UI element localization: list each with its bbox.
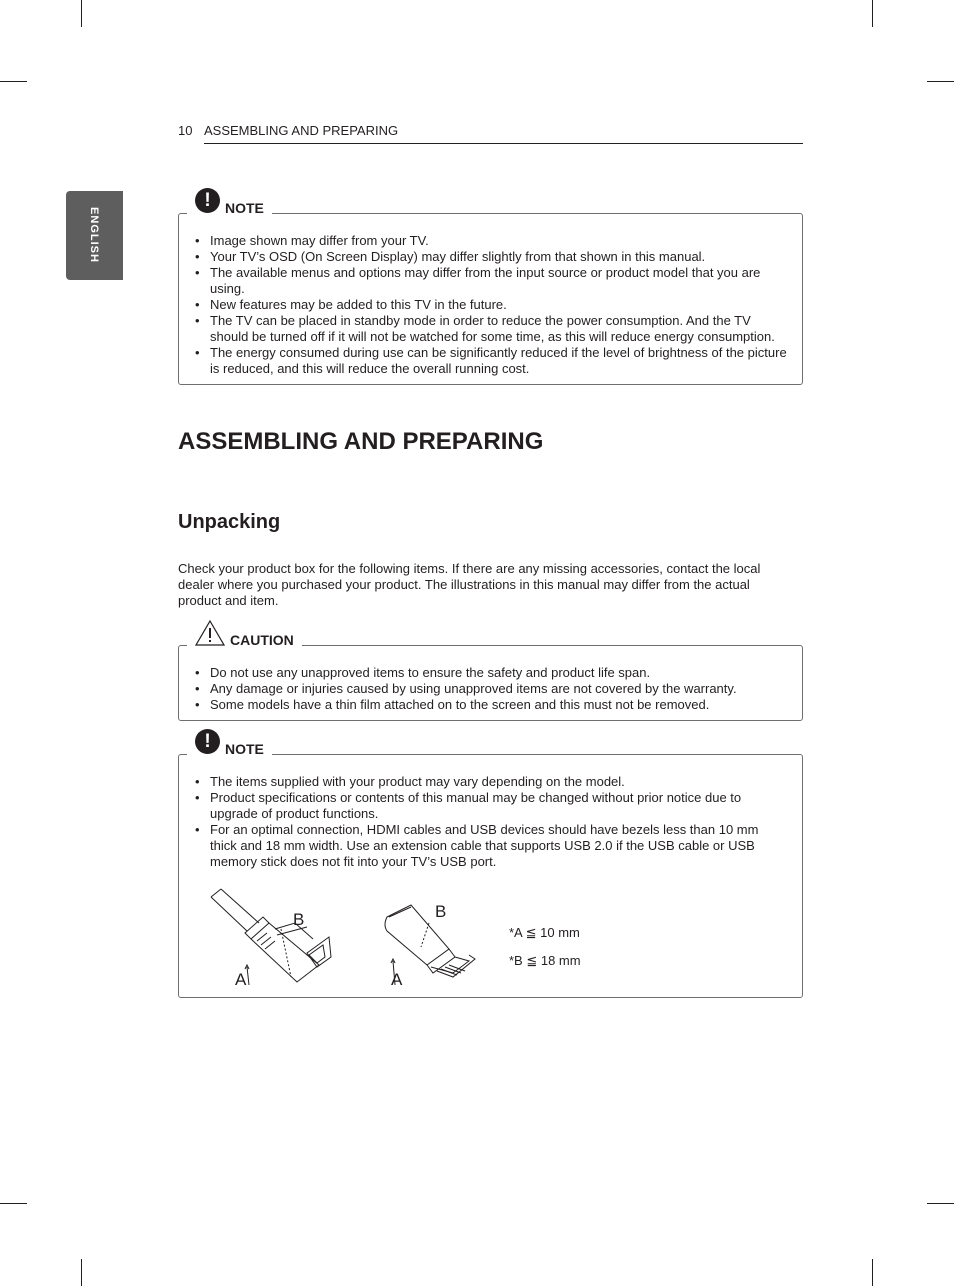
section-title: Unpacking (178, 511, 281, 533)
figure-label-a: A (235, 970, 247, 989)
list-item: • The TV can be placed in standby mode in order to reduce the power consumption. And the TV should be turned off if it will not be watched for some time, as this will reduce energy consumption. (194, 313, 788, 345)
dimension-a-label: *A ≦ 10 mm (509, 925, 580, 940)
exclamation-circle-icon: ! (195, 729, 220, 754)
list-item: • Do not use any unapproved items to ensure the safety and product life span. (194, 665, 788, 681)
warning-triangle-icon (195, 620, 225, 646)
note-box (178, 189, 803, 385)
figure-label-b: B (293, 910, 305, 929)
language-tab-label: ENGLISH (88, 207, 100, 263)
crop-mark (872, 0, 873, 27)
note-box (178, 730, 803, 998)
intro-paragraph: Check your product box for the following items. If there are any missing accessories, contact the local dealer where you purchased your product. The illustrations in this manual may differ from the actual product and item. (178, 561, 761, 608)
list-item: • The energy consumed during use can be significantly reduced if the level of brightness of the picture is reduced, and this will reduce the overall running cost. (194, 345, 788, 377)
list-item: • New features may be added to this TV in the future. (194, 297, 788, 313)
list-item: • The items supplied with your product may vary depending on the model. (194, 774, 788, 790)
caution-list (194, 665, 788, 713)
note-label: NOTE (225, 741, 264, 757)
list-item: • For an optimal connection, HDMI cables and USB devices should have bezels less than 10 mm thick and 18 mm width. Use an extension cable that supports USB 2.0 if the USB cable or USB memory stick does not fit into your TV’s USB port. (194, 822, 788, 870)
note-box-header (187, 189, 272, 216)
crop-mark (872, 1259, 873, 1286)
crop-mark (0, 81, 27, 82)
crop-mark (927, 81, 954, 82)
usb-stick-icon (377, 887, 487, 993)
crop-mark (0, 1203, 27, 1204)
header-section-title: ASSEMBLING AND PREPARING (204, 123, 399, 138)
caution-label: CAUTION (230, 632, 294, 648)
page-title: ASSEMBLING AND PREPARING (178, 428, 544, 455)
list-item: • Product specifications or contents of this manual may be changed without prior notice due to upgrade of product functions. (194, 790, 788, 822)
caution-box (178, 632, 803, 721)
note-box-header (187, 730, 272, 757)
note-list (194, 774, 788, 870)
running-header (178, 123, 803, 145)
page-number: 10 (178, 123, 193, 138)
crop-mark (927, 1203, 954, 1204)
crop-mark (81, 1259, 82, 1286)
exclamation-circle-icon: ! (195, 188, 220, 213)
list-item: • Image shown may differ from your TV. (194, 233, 788, 249)
crop-mark (81, 0, 82, 27)
figure-label-b: B (435, 902, 447, 921)
language-tab (66, 191, 123, 280)
list-item: • The available menus and options may differ from the input source or product model that you are using. (194, 265, 788, 297)
header-rule (204, 143, 803, 144)
note-list (194, 233, 788, 377)
hdmi-cable-icon (207, 887, 337, 993)
figure-label-a: A (391, 970, 403, 989)
list-item: • Your TV’s OSD (On Screen Display) may differ slightly from that shown in this manual. (194, 249, 788, 265)
caution-box-header (187, 632, 302, 648)
dimension-b-label: *B ≦ 18 mm (509, 953, 581, 968)
list-item: • Any damage or injuries caused by using unapproved items are not covered by the warranty. (194, 681, 788, 697)
note-label: NOTE (225, 200, 264, 216)
list-item: • Some models have a thin film attached on to the screen and this must not be removed. (194, 697, 788, 713)
